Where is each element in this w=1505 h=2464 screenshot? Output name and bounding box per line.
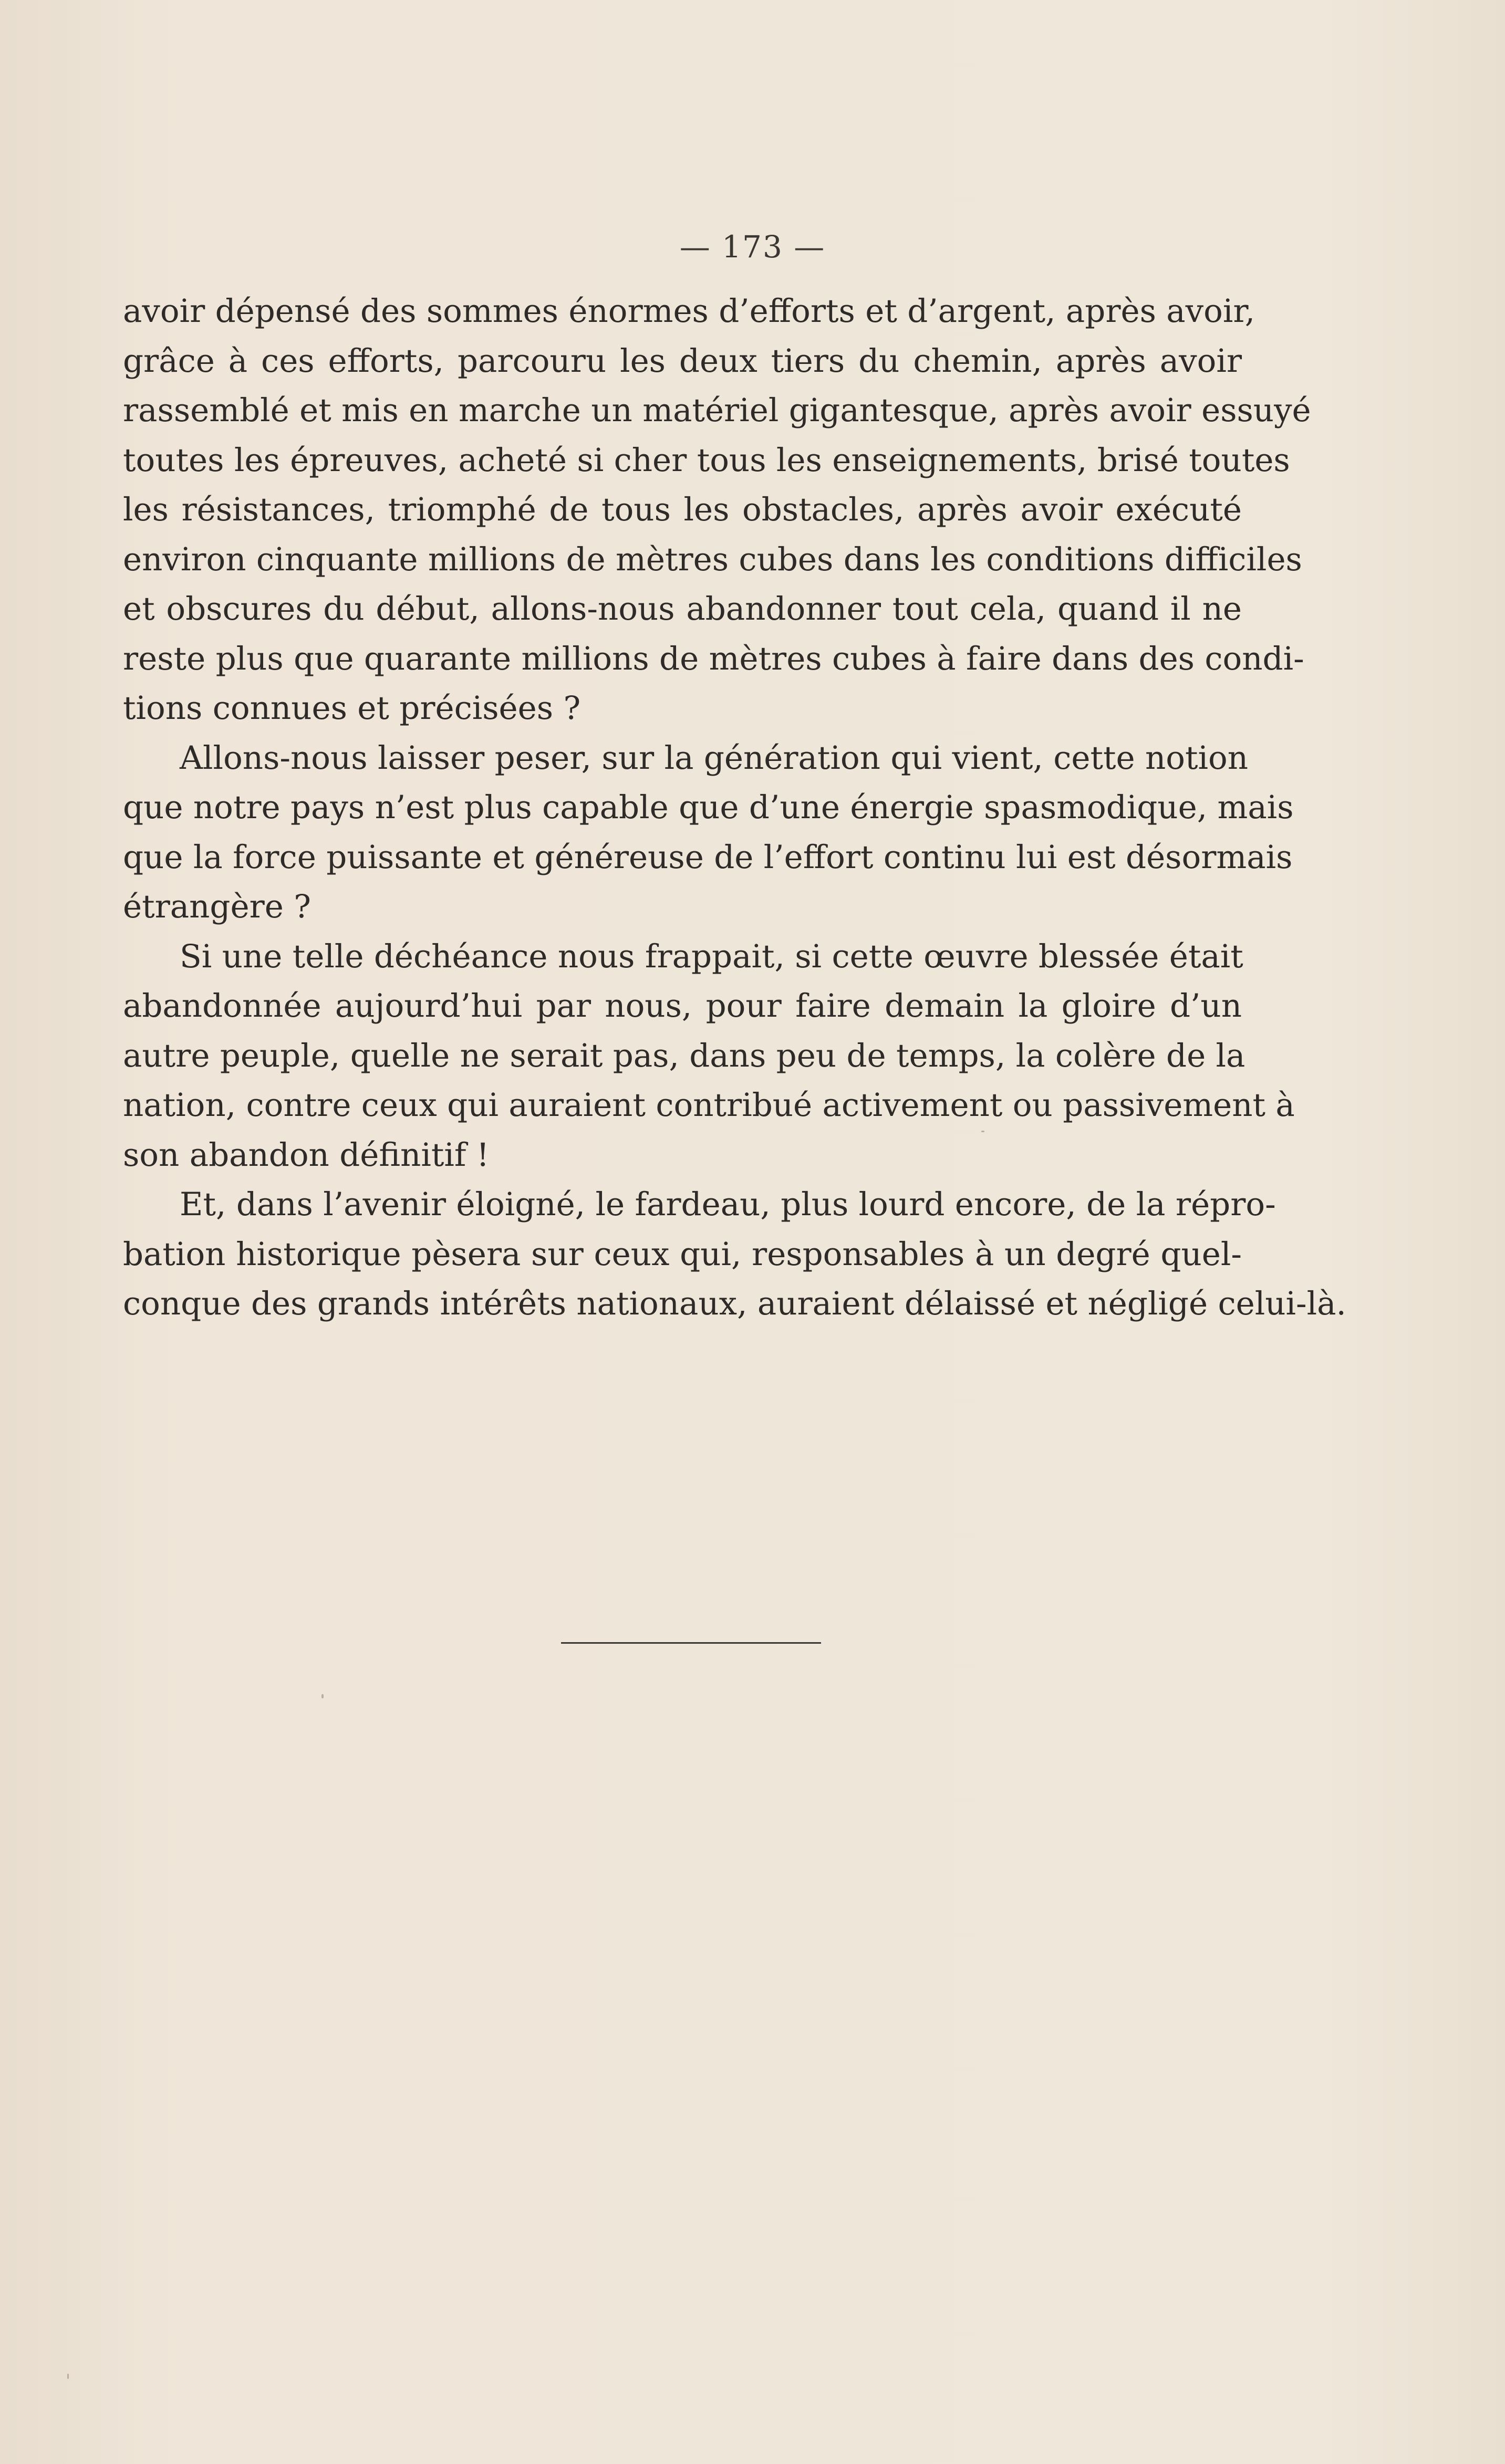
body-text	[123, 287, 1346, 1329]
text-line: Allons-nous laisser peser, sur la génération qui vient, cette notion	[180, 739, 1249, 777]
page-number: — 173 —	[679, 229, 826, 265]
text-line: Si une telle déchéance nous frappait, si cette œuvre blessée était	[180, 937, 1243, 975]
paper-speck	[981, 1131, 984, 1132]
text-line: avoir dépensé des sommes énormes d’efforts et d’argent, après avoir,	[123, 293, 1255, 330]
text-line: toutes les épreuves, acheté si cher tous les enseignements, brisé toutes	[123, 441, 1290, 479]
text-line: les résistances, triomphé de tous les obstacles, après avoir exécuté	[123, 491, 1242, 528]
text-line: conque des grands intérêts nationaux, auraient délaissé et négligé celui-là.	[123, 1285, 1346, 1322]
text-line: son abandon définitif !	[123, 1136, 490, 1174]
text-line: grâce à ces efforts, parcouru les deux tiers du chemin, après avoir	[123, 342, 1242, 380]
text-line: autre peuple, quelle ne serait pas, dans peu de temps, la colère de la	[123, 1037, 1245, 1074]
text-line: et obscures du début, allons-nous abandonner tout cela, quand il ne	[123, 590, 1242, 628]
text-line: que la force puissante et généreuse de l’effort continu lui est désormais	[123, 838, 1293, 876]
text-line: que notre pays n’est plus capable que d’une énergie spasmodique, mais	[123, 789, 1294, 826]
text-line: environ cinquante millions de mètres cubes dans les conditions difficiles	[123, 540, 1302, 578]
text-line: rassemblé et mis en marche un matériel gigantesque, après avoir essuyé	[123, 392, 1311, 429]
end-rule	[561, 1642, 821, 1644]
text-line: nation, contre ceux qui auraient contribué activement ou passivement à	[123, 1087, 1295, 1124]
text-line: étrangère ?	[123, 888, 311, 925]
text-line: abandonnée aujourd’hui par nous, pour faire demain la gloire d’un	[123, 987, 1242, 1025]
text-line: reste plus que quarante millions de mètres cubes à faire dans des condi-	[123, 640, 1304, 677]
text-line: tions connues et précisées ?	[123, 690, 581, 727]
text-line: bation historique pèsera sur ceux qui, responsables à un degré quel-	[123, 1235, 1242, 1273]
paper-speck	[67, 2374, 69, 2379]
paper-speck	[321, 1694, 324, 1698]
text-line: Et, dans l’avenir éloigné, le fardeau, plus lourd encore, de la répro-	[180, 1186, 1276, 1223]
